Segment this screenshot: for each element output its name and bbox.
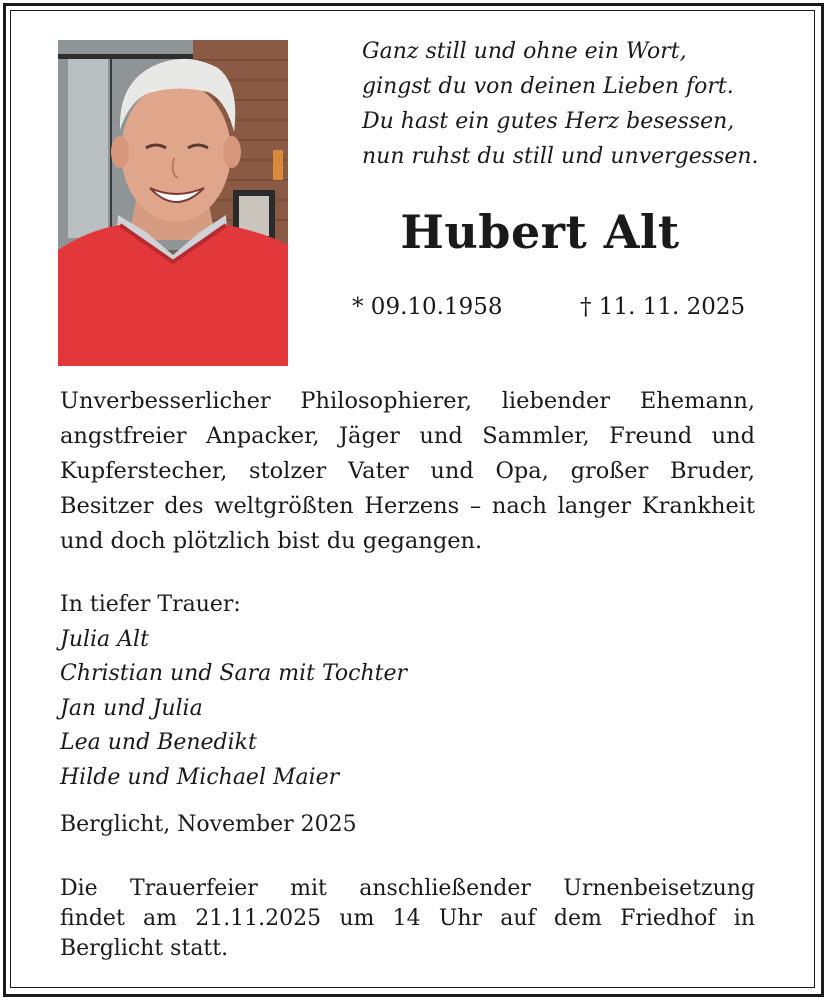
mourner-name: Jan und Julia [60,695,203,721]
mourners-heading: In tiefer Trauer: [60,592,241,617]
tribute-line: und doch plötzlich bist du gegangen. [60,528,483,554]
funeral-line: findet am 21.11.2025 um 14 Uhr auf dem Friedhof in [60,906,755,931]
funeral-line: Die Trauerfeier mit anschließender Urnenbeisetzung [60,876,755,901]
poem-line: nun ruhst du still und unvergessen. [362,144,759,169]
mourner-name: Hilde und Michael Maier [60,764,340,790]
poem [362,34,782,174]
place-date: Berglicht, November 2025 [60,812,357,837]
funeral-info [60,874,755,964]
tribute-line: angstfreier Anpacker, Jäger und Sammler, Freund und [60,423,755,449]
mourner-name: Julia Alt [60,626,149,652]
poem-line: gingst du von deinen Lieben fort. [362,74,734,99]
tribute-line: Unverbesserlicher Philosophierer, liebender Ehemann, [60,388,755,414]
funeral-line: Berglicht statt. [60,936,229,961]
tribute-line: Kupferstecher, stolzer Vater und Opa, großer Bruder, [60,458,755,484]
tribute-text [60,384,755,559]
birth-date: * 09.10.1958 [352,294,503,320]
portrait-photo [58,40,288,366]
mourner-name: Christian und Sara mit Tochter [60,661,408,686]
deceased-name: Hubert Alt [400,205,680,259]
mourner-name: Lea und Benedikt [60,730,257,755]
poem-line: Ganz still und ohne ein Wort, [362,39,687,64]
poem-line: Du hast ein gutes Herz besessen, [362,109,735,134]
mourners-block [60,588,407,795]
death-date: † 11. 11. 2025 [580,294,746,320]
tribute-line: Besitzer des weltgrößten Herzens – nach langer Krankheit [60,493,755,519]
